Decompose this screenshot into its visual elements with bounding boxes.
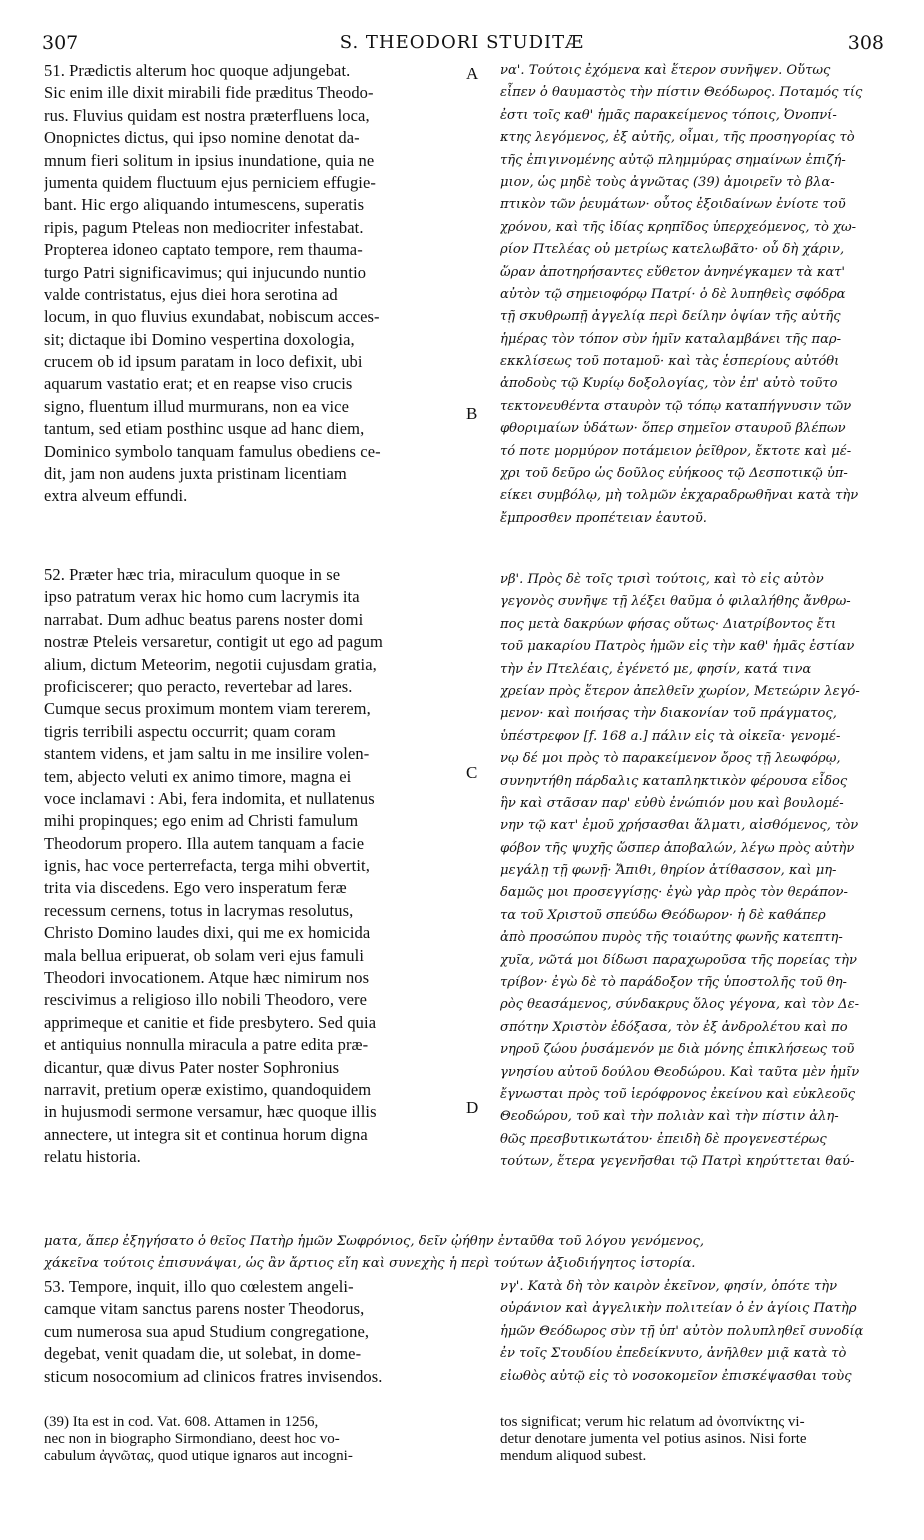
greek-text-line: νβ'. Πρὸς δὲ τοῖς τρισὶ τούτοις, καὶ τὸ εἰς αὐτὸν (500, 572, 824, 587)
running-header (0, 32, 924, 54)
greek-text-line: εκκλίσεως τοῦ ποταμοῦ· καὶ τὰς ἑσπερίους αὐτόθι (500, 354, 840, 370)
greek-text-line: εἰωθὸς αὐτῷ εἰς τὸ νοσοκομεῖον ἐπισκέψασθαι τοὺς (500, 1368, 852, 1384)
footnote-line: (39) Ita est in cod. Vat. 608. Attamen in 1256, (44, 1414, 319, 1430)
greek-text-line: εἶπεν ὁ θαυμαστὸς τὴν πίστιν Θεόδωρος. Ποταμός τίς (500, 85, 863, 101)
greek-text-line: χυῖα, νῶτά μοι δίδωσι παραχωροῦσα τῆς πορείας τὴν (500, 952, 857, 968)
greek-text-line: τῇ σκυθρωπῇ ἀγγελίᾳ περὶ δείλην ὀψίαν τῆς αὐτῆς (500, 309, 841, 325)
margin-marker-b: B (466, 404, 478, 423)
latin-text-line: alium, dictum Meteorim, negotii cujusdam gratia, (44, 654, 377, 674)
latin-text-line: rus. Fluvius quidam est nostra præterfluens loca, (44, 105, 370, 125)
latin-text-line: dit, jam non audens juxta pristinam licentiam (44, 464, 347, 484)
latin-text-line: narravit, pretium operæ existimo, quandoquidem (44, 1079, 372, 1099)
latin-text-line: bant. Hic ergo aliquando intumescens, superatis (44, 195, 365, 215)
greek-text-line: γνησίου αὐτοῦ δούλου Θεοδώρου. Καὶ ταῦτα μὲν ἡμῖν (500, 1064, 860, 1080)
greek-text-line: δαμῶς μοι προσεγγίσῃς· ἐγὼ γὰρ πρὸς τὸν θεράπον- (500, 885, 848, 901)
latin-text-line: Theodori invocationem. Atque hæc nimirum nos (44, 968, 370, 988)
spanning-greek-lines (44, 1231, 904, 1276)
footnote-line: tos significat; verum hic relatum ad ὀνοπνίκτης vi- (500, 1414, 805, 1430)
latin-text-line: nostræ Pteleis versaretur, contigit ut ego ad pagum (44, 632, 383, 652)
latin-text-line: relatu historia. (44, 1147, 141, 1167)
latin-text-line: sit; dictaque ibi Domino vespertina doxologia, (44, 329, 355, 349)
greek-paragraph-53 (500, 1276, 900, 1388)
latin-text-line: tem, abjecto veluti ex animo timore, magna ei (44, 766, 352, 786)
latin-paragraph-53 (44, 1276, 464, 1388)
latin-text-line: Onopnictes dictus, qui ipso nomine denotat da- (44, 128, 360, 148)
latin-text-line: et antiquius nonnulla miracula a patre edita præ- (44, 1035, 369, 1055)
latin-text-line: dicantur, quæ divus Pater noster Sophronius (44, 1057, 340, 1077)
latin-text-line: mala bellua eripuerat, ob solam veri ejus famuli (44, 945, 365, 965)
greek-text-line: νγ'. Κατὰ δὴ τὸν καιρὸν ἐκεῖνον, φησίν, ὁπότε τὴν (500, 1279, 838, 1294)
greek-text-line: φόβον τῆς ψυχῆς ὥσπερ ἀποβαλών, λέγω πρὸς αὐτὴν (500, 840, 855, 856)
footnote-line: detur denotare jumenta vel potius asinos. Nisi forte (500, 1431, 807, 1447)
latin-text-line: 51. Prædictis alterum hoc quoque adjungebat. (44, 61, 351, 80)
greek-text-line: σπότην Χριστὸν ἐδόξασα, τὸν ἐξ ἀνδρολέτου καὶ πο (500, 1019, 848, 1035)
latin-text-line: sticum nosocomium ad clinicos fratres invisendos. (44, 1366, 383, 1386)
latin-text-line: tigris terribili aspectu occurrit; quam coram (44, 721, 336, 741)
latin-text-line: mnum fieri solitum in ipsius inundatione, quia ne (44, 150, 375, 170)
latin-text-line: jumenta quidem fluctuum ejus perniciem effugie- (44, 172, 377, 192)
latin-text-line: turgo Patri significavimus; qui injucundo nuntio (44, 262, 367, 282)
greek-text-line: νῳ δέ μοι πρὸς τὸ παρακείμενον ὄρος τῇ λεωφόρῳ, (500, 751, 841, 767)
right-page-number: 308 (847, 32, 884, 54)
greek-text-line: ἔγνωσται πρὸς τοῦ ἱερόφρονος ἐκείνου καὶ εὐκλεοῦς (500, 1086, 856, 1102)
spanning-text-line: ματα, ἅπερ ἐξηγήσατο ὁ θεῖος Πατὴρ ἡμῶν Σωφρόνιος, δεῖν ᾠήθην ἐνταῦθα τοῦ λόγου γενόμενος, (44, 1234, 705, 1249)
running-title: S. THEODORI STUDITÆ (339, 32, 585, 53)
margin-marker-a: A (466, 64, 479, 83)
latin-text-line: signo, fluentum illud murmurans, non ea vice (44, 396, 350, 416)
greek-text-line: ρίον Πτελέας οὐ μετρίως κατελωβᾶτο· οὗ δὴ χάριν, (500, 242, 845, 258)
latin-text-line: narrabat. Dum adhuc beatus parens noster domi (44, 609, 364, 629)
greek-text-line: ἐν τοῖς Στουδίου ἐπεδείκνυτο, ἀνῆλθεν μιᾷ κατὰ τὸ (500, 1346, 847, 1362)
greek-text-line: τα τοῦ Χριστοῦ σπεύδω Θεόδωρον· ἡ δὲ καθάπερ (500, 907, 826, 923)
spanning-text-line: χάκεῖνα τούτοις ἐπισυνάψαι, ὡς ἂν ἄρτιος εἴη καὶ συνεχὴς ἡ περὶ τούτων ἀξιοδιήγητος ἱστορία. (44, 1256, 696, 1272)
latin-text-line: camque vitam sanctus parens noster Theodorus, (44, 1299, 365, 1319)
greek-text-line: θῶς πρεσβυτικωτάτου· ἐπειδὴ δὲ προγενεστέρως (500, 1131, 827, 1147)
greek-text-line: τὴν ἐν Πτελέαις, ἐγένετό με, φησίν, κατά τινα (500, 661, 812, 677)
greek-text-line: ἡμῶν Θεόδωρος σὺν τῇ ὑπ' αὐτὸν πολυπληθεῖ συνοδίᾳ (500, 1323, 864, 1339)
latin-text-line: voce inclamavi : Abi, fera indomita, et nullatenus (44, 788, 375, 808)
latin-text-line: Dominico symbolo tanquam famulus obediens ce- (44, 441, 381, 461)
latin-text-line: proficiscerer; quo peracto, revertebar ad lares. (44, 676, 353, 696)
greek-text-line: χρι τοῦ δεῦρο ὡς δοῦλος εὐήκοος τῷ Δεσποτικῷ ὑπ- (500, 466, 848, 482)
greek-text-line: Θεοδώρου, τοῦ καὶ τὴν πολιὰν καὶ τὴν πίστιν ἀλη- (500, 1109, 839, 1125)
left-page-number: 307 (42, 32, 79, 54)
latin-text-line: tantum, sed etiam posthinc usque ad hanc diem, (44, 419, 365, 439)
latin-text-line: rescivimus a religioso illo nobili Theodoro, vere (44, 990, 368, 1010)
greek-text-line: χρόνου, καὶ τῆς ἰδίας κρηπῖδος ὑπερχεόμενος, τὸ χω- (500, 219, 857, 235)
greek-text-line: ἀποδοὺς τῷ Κυρίῳ δοξολογίας, τὸν ἐπ' αὐτὸ τοῦτο (500, 376, 838, 392)
greek-text-line: ὑπέστρεφον [f. 168 a.] πάλιν εἰς τὰ οἰκεῖα· γενομέ- (500, 728, 841, 744)
greek-text-line: τεκτονευθέντα σταυρὸν τῷ τόπῳ καταπήγνυσιν τῶν (500, 398, 852, 414)
greek-paragraph-52 (500, 569, 900, 1174)
greek-text-line: χρείαν πρὸς ἕτερον ἀπελθεῖν χωρίον, Μετεώριν λεγό- (500, 683, 860, 699)
greek-text-line: τό ποτε μορμύρον ποτάμειον ῥεῖθρον, ἔκτοτε καὶ μέ- (500, 443, 852, 459)
latin-text-line: trita via discedens. Ego vero insperatum feræ (44, 878, 347, 898)
greek-text-line: πος μετὰ δακρύων φήσας οὕτως· Διατρίβοντος ἔτι (500, 616, 837, 632)
greek-text-line: νην τῷ κατ' ἐμοῦ χρήσασθαι ἅλματι, αἰσθόμενος, τὸν (500, 818, 859, 834)
greek-text-line: γεγονὸς συνῆψε τῇ λέξει θαῦμα ὁ φιλαλήθης ἄνθρω- (500, 594, 851, 610)
greek-text-line: αὐτὸν τῷ σημειοφόρῳ Πατρί· ὁ δὲ λυπηθεὶς σφόδρα (500, 286, 846, 302)
greek-text-line: ἀπὸ προσώπου πυρὸς τῆς τοιαύτης φωνῆς κατεπτη- (500, 930, 843, 946)
latin-text-line: crucem ob id ipsum paratam in loco defixit, ubi (44, 352, 363, 372)
latin-text-line: Theodorum propero. Illa autem tanquam a facie (44, 833, 365, 853)
latin-text-line: Christo Domino laudes dixi, qui me ex homicida (44, 923, 371, 943)
margin-marker-d: D (466, 1098, 479, 1117)
greek-text-line: να'. Τούτοις ἐχόμενα καὶ ἕτερον συνῆψεν. Οὕτως (500, 63, 831, 78)
footnote-line: mendum aliquod subest. (500, 1448, 647, 1464)
latin-text-line: extra alveum effundi. (44, 486, 188, 506)
footnote-right (500, 1414, 900, 1465)
greek-text-line: ἐστι τοῖς καθ' ἡμᾶς παρακείμενος τόποις, Ὀνοπνί- (500, 107, 837, 123)
latin-text-line: Sic enim ille dixit mirabili fide præditus Theodo- (44, 83, 374, 103)
greek-paragraph-51 (500, 60, 900, 530)
greek-text-line: συνηντήθη πάρδαλις καταπληκτικὸν φέρουσα εἶδος (500, 773, 848, 789)
greek-text-line: τούτων, ἕτερα γεγενῆσθαι τῷ Πατρὶ κηρύττεται θαύ- (500, 1154, 855, 1170)
latin-text-line: apprimeque et canitie et fide presbytero. Sed quia (44, 1012, 377, 1032)
greek-text-line: οὐράνιον καὶ ἀγγελικὴν πολιτείαν ὁ ἐν ἁγίοις Πατὴρ (500, 1301, 857, 1317)
latin-text-line: stantem videns, et jam saltu in me insilire volen- (44, 744, 370, 764)
latin-text-line: mihi propinques; ego enim ad Christi famulum (44, 811, 359, 831)
latin-text-line: annectere, ut integra sit et continua horum digna (44, 1124, 368, 1144)
latin-text-line: locum, in quo fluvius exundabat, nobiscum acces- (44, 307, 380, 327)
latin-text-line: ipso patratum verax hic homo cum lacrymis ita (44, 587, 360, 607)
latin-paragraph-51 (44, 60, 464, 508)
greek-text-line: τῆς ἐπιγινομένης αὐτῷ πλημμύρας σημαίνων ἐπιζή- (500, 152, 846, 168)
latin-text-line: degebat, venit quadam die, ut solebat, in dome- (44, 1344, 362, 1364)
latin-text-line: in hujusmodi sermone versamur, hæc quoque illis (44, 1102, 377, 1122)
footnote-line: nec non in biographo Sirmondiano, deest hoc vo- (44, 1431, 340, 1447)
greek-text-line: ἣν καὶ στᾶσαν παρ' εὐθὺ ἐνώπιόν μου καὶ βουλομέ- (500, 795, 844, 811)
greek-text-line: ὥραν ἀποτηρήσαντες εὔθετον ἀνηνέγκαμεν τὰ κατ' (500, 264, 846, 280)
greek-text-line: κτης λεγόμενος, ἐξ αὐτῆς, οἶμαι, τῆς προσηγορίας τὸ (500, 130, 855, 146)
latin-text-line: cum numerosa sua apud Studium congregatione, (44, 1321, 370, 1341)
latin-text-line: 53. Tempore, inquit, illo quo cœlestem angeli- (44, 1277, 354, 1296)
greek-text-line: ἡμέρας τὸν τόπον σὺν ἡμῖν καταλαμβάνει τῆς παρ- (500, 331, 842, 347)
latin-paragraph-52 (44, 564, 464, 1169)
latin-text-line: aquarum vastatio erat; et en reapse viso crucis (44, 374, 353, 394)
greek-text-line: είκει συμβόλῳ, μὴ τολμῶν ἐκχαραδρωθῆναι κατὰ τὴν (500, 488, 859, 504)
latin-text-line: valde contristatus, ejus diei hora serotina ad (44, 284, 338, 304)
latin-text-line: Propterea idoneo captato tempore, rem thauma- (44, 240, 363, 260)
margin-marker-c: C (466, 763, 478, 782)
latin-text-line: recessum cernens, totus in lacrymas resolutus, (44, 900, 354, 920)
greek-text-line: τρίβον· ἐγὼ δὲ τὸ παράδοξον τῆς ὑποστολῆς τοῦ θη- (500, 975, 847, 991)
greek-text-line: φθοριμαίων ὑδάτων· ὅπερ σημεῖον σταυροῦ βλέπων (500, 421, 846, 437)
greek-text-line: τοῦ μακαρίου Πατρὸς ἡμῶν εἰς τὴν καθ' ἡμᾶς ἑστίαν (500, 639, 855, 655)
footnote-line: cabulum ἀγνῶτας, quod utique ignaros aut incogni- (44, 1448, 353, 1464)
footnote-left (44, 1414, 464, 1465)
greek-text-line: μιον, ὡς μηδὲ τοὺς ἀγνῶτας (39) ἀμοιρεῖν τὸ βλα- (500, 174, 835, 190)
greek-text-line: νηροῦ ζώου ῥυσάμενόν με διὰ μόνης ἐπικλήσεως τοῦ (500, 1042, 855, 1058)
latin-text-line: ignis, hac voce perterrefacta, terga mihi obvertit, (44, 856, 370, 876)
greek-text-line: πτικὸν τῶν ῥευμάτων· οὗτος ἐξοιδαίνων ἐνίοτε τοῦ (500, 197, 846, 213)
greek-text-line: ἔμπροσθεν προπέτειαν ἑαυτοῦ. (500, 510, 707, 526)
greek-text-line: μεγάλῃ τῇ φωνῇ· Ἄπιθι, θηρίον ἀτίθασσον, καὶ μη- (500, 863, 837, 879)
latin-text-line: 52. Præter hæc tria, miraculum quoque in se (44, 565, 341, 584)
greek-text-line: ρὸς θεασάμενος, σύνδακρυς ὅλος γέγονα, καὶ τὸν Δε- (500, 997, 860, 1013)
latin-text-line: ripis, pagum Pteleas non mediocriter infestabat. (44, 217, 364, 237)
greek-text-line: μενον· καὶ ποιήσας τὴν διακονίαν τοῦ πράγματος, (500, 706, 837, 722)
latin-text-line: Cumque secus proximum montem viam tererem, (44, 699, 371, 719)
